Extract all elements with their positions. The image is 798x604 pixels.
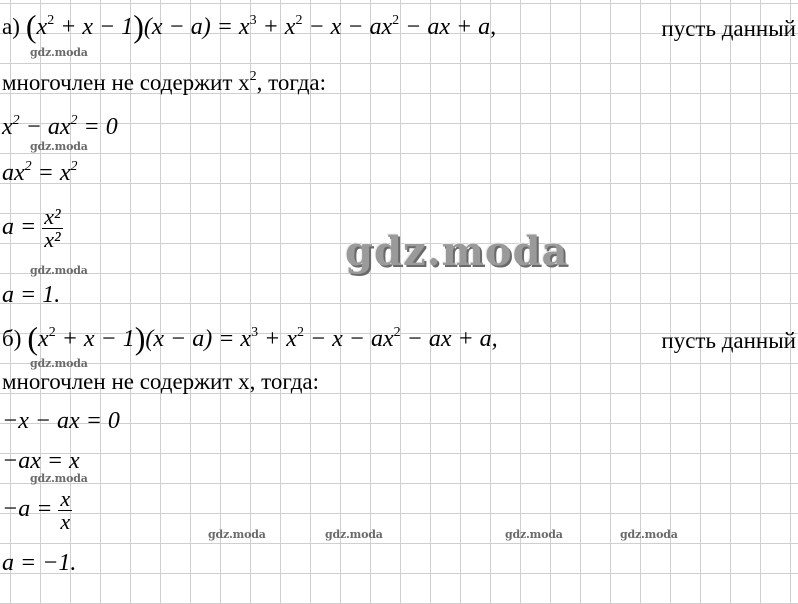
watermark-small: gdz.moda	[30, 472, 88, 485]
expr-part4: − ax + a,	[405, 14, 497, 40]
part-a-note-right: пусть данный	[661, 16, 796, 41]
part-b-note-right: пусть данный	[661, 328, 796, 353]
b-step3-fraction	[58, 488, 72, 533]
step2-ax: ax	[2, 160, 25, 186]
note-end-text: , тогда:	[256, 70, 327, 95]
paren-close: )	[133, 8, 144, 44]
expr-b-factor: (x − a) = x	[145, 326, 252, 352]
step1-c: = 0	[83, 114, 118, 140]
step3-denominator: x²	[44, 227, 61, 252]
expr-b-rest: + x − 1	[61, 326, 135, 352]
watermark-small: gdz.moda	[208, 528, 266, 541]
b-step3-lhs: −a =	[2, 496, 53, 523]
step3-fraction	[42, 206, 62, 251]
part-b-equation: б) $(x^2 + x - 1)(x - a) = x^3 + x^2 - x - ax^2$ − ax + a,	[2, 320, 498, 356]
step3-numerator: x²	[44, 204, 61, 229]
expr-b-part2: + x	[264, 326, 297, 352]
part-a-step4: a = 1.	[2, 282, 61, 308]
part-a-label: а)	[2, 14, 20, 39]
watermark-small: gdz.moda	[30, 264, 88, 277]
b-step3-numerator: x	[60, 486, 71, 511]
watermark-small: gdz.moda	[505, 528, 563, 541]
part-b-step3	[2, 488, 72, 533]
paren-open-b: (	[27, 320, 39, 356]
expr-part3: − x − ax	[308, 14, 393, 40]
step1-x: x	[2, 114, 13, 140]
expr-rest: + x − 1	[60, 14, 134, 40]
part-b-note-cont: многочлен не содержит x, тогда:	[2, 369, 320, 394]
expr-b-part3: − x − ax	[309, 326, 394, 352]
expr-part2: + x	[262, 14, 296, 40]
watermark-large: gdz.moda	[345, 228, 569, 275]
watermark-small: gdz.moda	[30, 140, 88, 153]
part-a-step3	[2, 206, 63, 251]
step1-b: − ax	[25, 114, 71, 140]
step3-lhs: a =	[2, 214, 37, 241]
step2-b: = x	[37, 160, 71, 186]
part-b-step2: −ax = x	[2, 448, 80, 474]
part-b-step1: −x − ax = 0	[2, 408, 120, 434]
part-b-step4: a = −1.	[2, 550, 77, 576]
b-step3-denominator: x	[60, 509, 71, 534]
paren-close-b: )	[134, 320, 146, 356]
expr-b-x: x	[38, 326, 49, 352]
watermark-small: gdz.moda	[620, 528, 678, 541]
expr-factor: (x − a) = x	[143, 14, 250, 40]
note-cont-text: многочлен не содержит x	[2, 70, 250, 95]
watermark-small: gdz.moda	[30, 357, 88, 370]
paren-open: (	[25, 8, 37, 44]
part-a-step2: $ax^2 = x^2$	[2, 159, 78, 186]
expr-b-part4: − ax + a,	[406, 326, 498, 352]
part-a-note-cont: многочлен не содержит $x^2$, тогда:	[2, 69, 327, 95]
part-a-equation: а) $(x^2 + x - 1)(x - a) = x^3 + x^2 - x - ax^2$ − ax + a,	[2, 8, 497, 44]
part-b-label: б)	[2, 326, 22, 351]
part-a-step1: $x^2 - ax^2 = 0$	[2, 113, 118, 140]
watermark-small: gdz.moda	[325, 528, 383, 541]
watermark-small: gdz.moda	[30, 46, 88, 59]
expr-x: x	[36, 14, 48, 40]
